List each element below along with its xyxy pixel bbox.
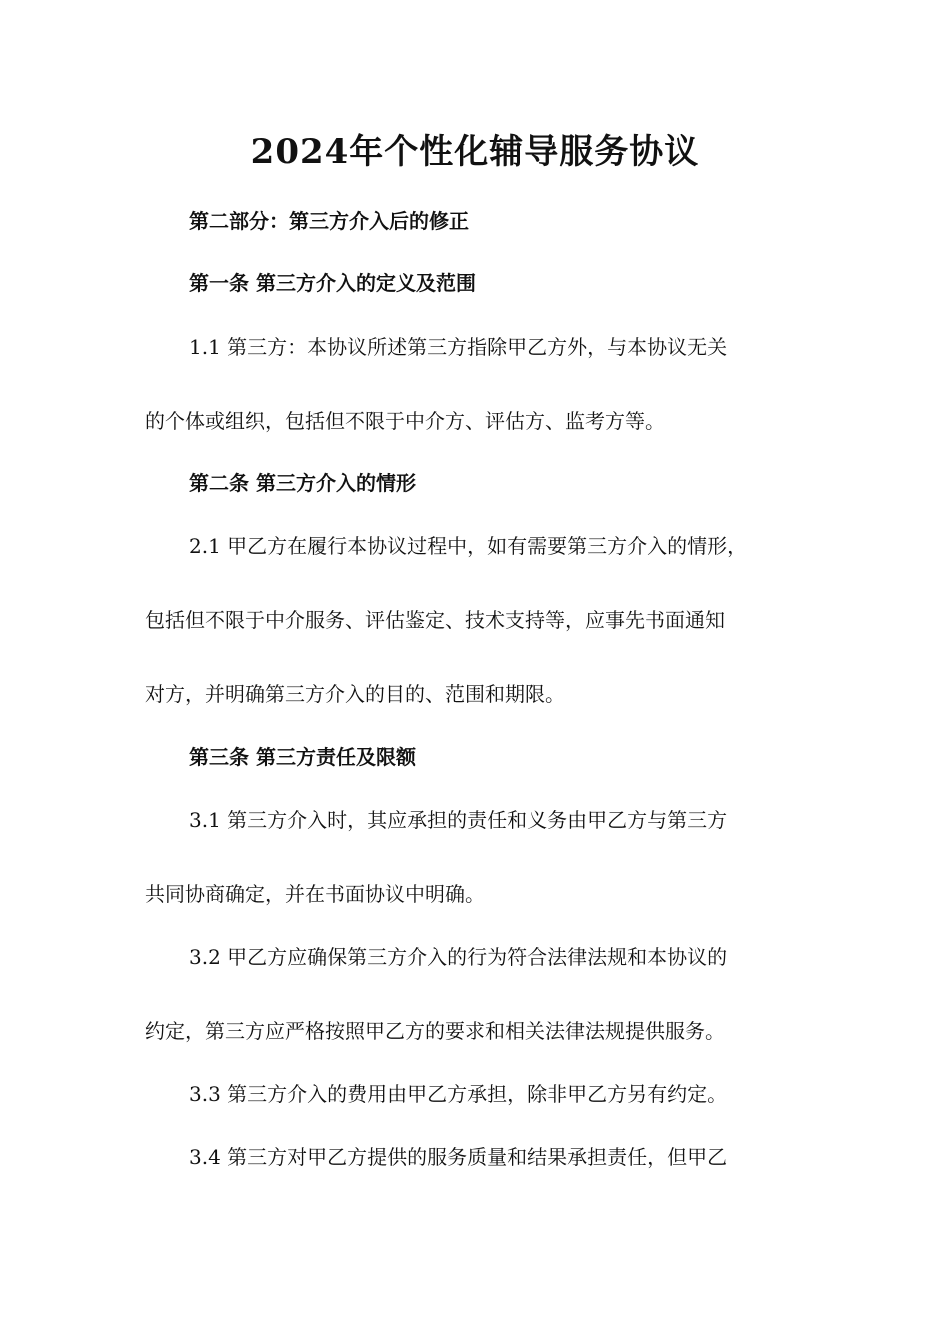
article-3-heading: 第三条 第三方责任及限额 [189, 745, 416, 769]
clause-3-1-line-2: 共同协商确定，并在书面协议中明确。 [145, 882, 485, 906]
clause-3-1-line-1: 3.1 第三方介入时，其应承担的责任和义务由甲乙方与第三方 [189, 808, 728, 832]
clause-1-1-line-2: 的个体或组织，包括但不限于中介方、评估方、监考方等。 [145, 409, 665, 433]
clause-3-3-line-1: 3.3 第三方介入的费用由甲乙方承担，除非甲乙方另有约定。 [189, 1082, 728, 1106]
clause-3-4-line-1: 3.4 第三方对甲乙方提供的服务质量和结果承担责任，但甲乙 [189, 1145, 728, 1169]
article-1-heading: 第一条 第三方介入的定义及范围 [189, 271, 476, 295]
clause-2-1-line-2: 包括但不限于中介服务、评估鉴定、技术支持等，应事先书面通知 [145, 608, 725, 632]
clause-2-1-line-3: 对方，并明确第三方介入的目的、范围和期限。 [145, 682, 565, 706]
document-title: 2024年个性化辅导服务协议 [250, 132, 700, 172]
clause-2-1-line-1: 2.1 甲乙方在履行本协议过程中，如有需要第三方介入的情形， [189, 534, 748, 558]
part-heading: 第二部分：第三方介入后的修正 [189, 209, 469, 233]
clause-3-2-line-2: 约定，第三方应严格按照甲乙方的要求和相关法律法规提供服务。 [145, 1019, 725, 1043]
article-2-heading: 第二条 第三方介入的情形 [189, 471, 416, 495]
clause-1-1-line-1: 1.1 第三方：本协议所述第三方指除甲乙方外，与本协议无关 [189, 335, 728, 359]
clause-3-2-line-1: 3.2 甲乙方应确保第三方介入的行为符合法律法规和本协议的 [189, 945, 728, 969]
